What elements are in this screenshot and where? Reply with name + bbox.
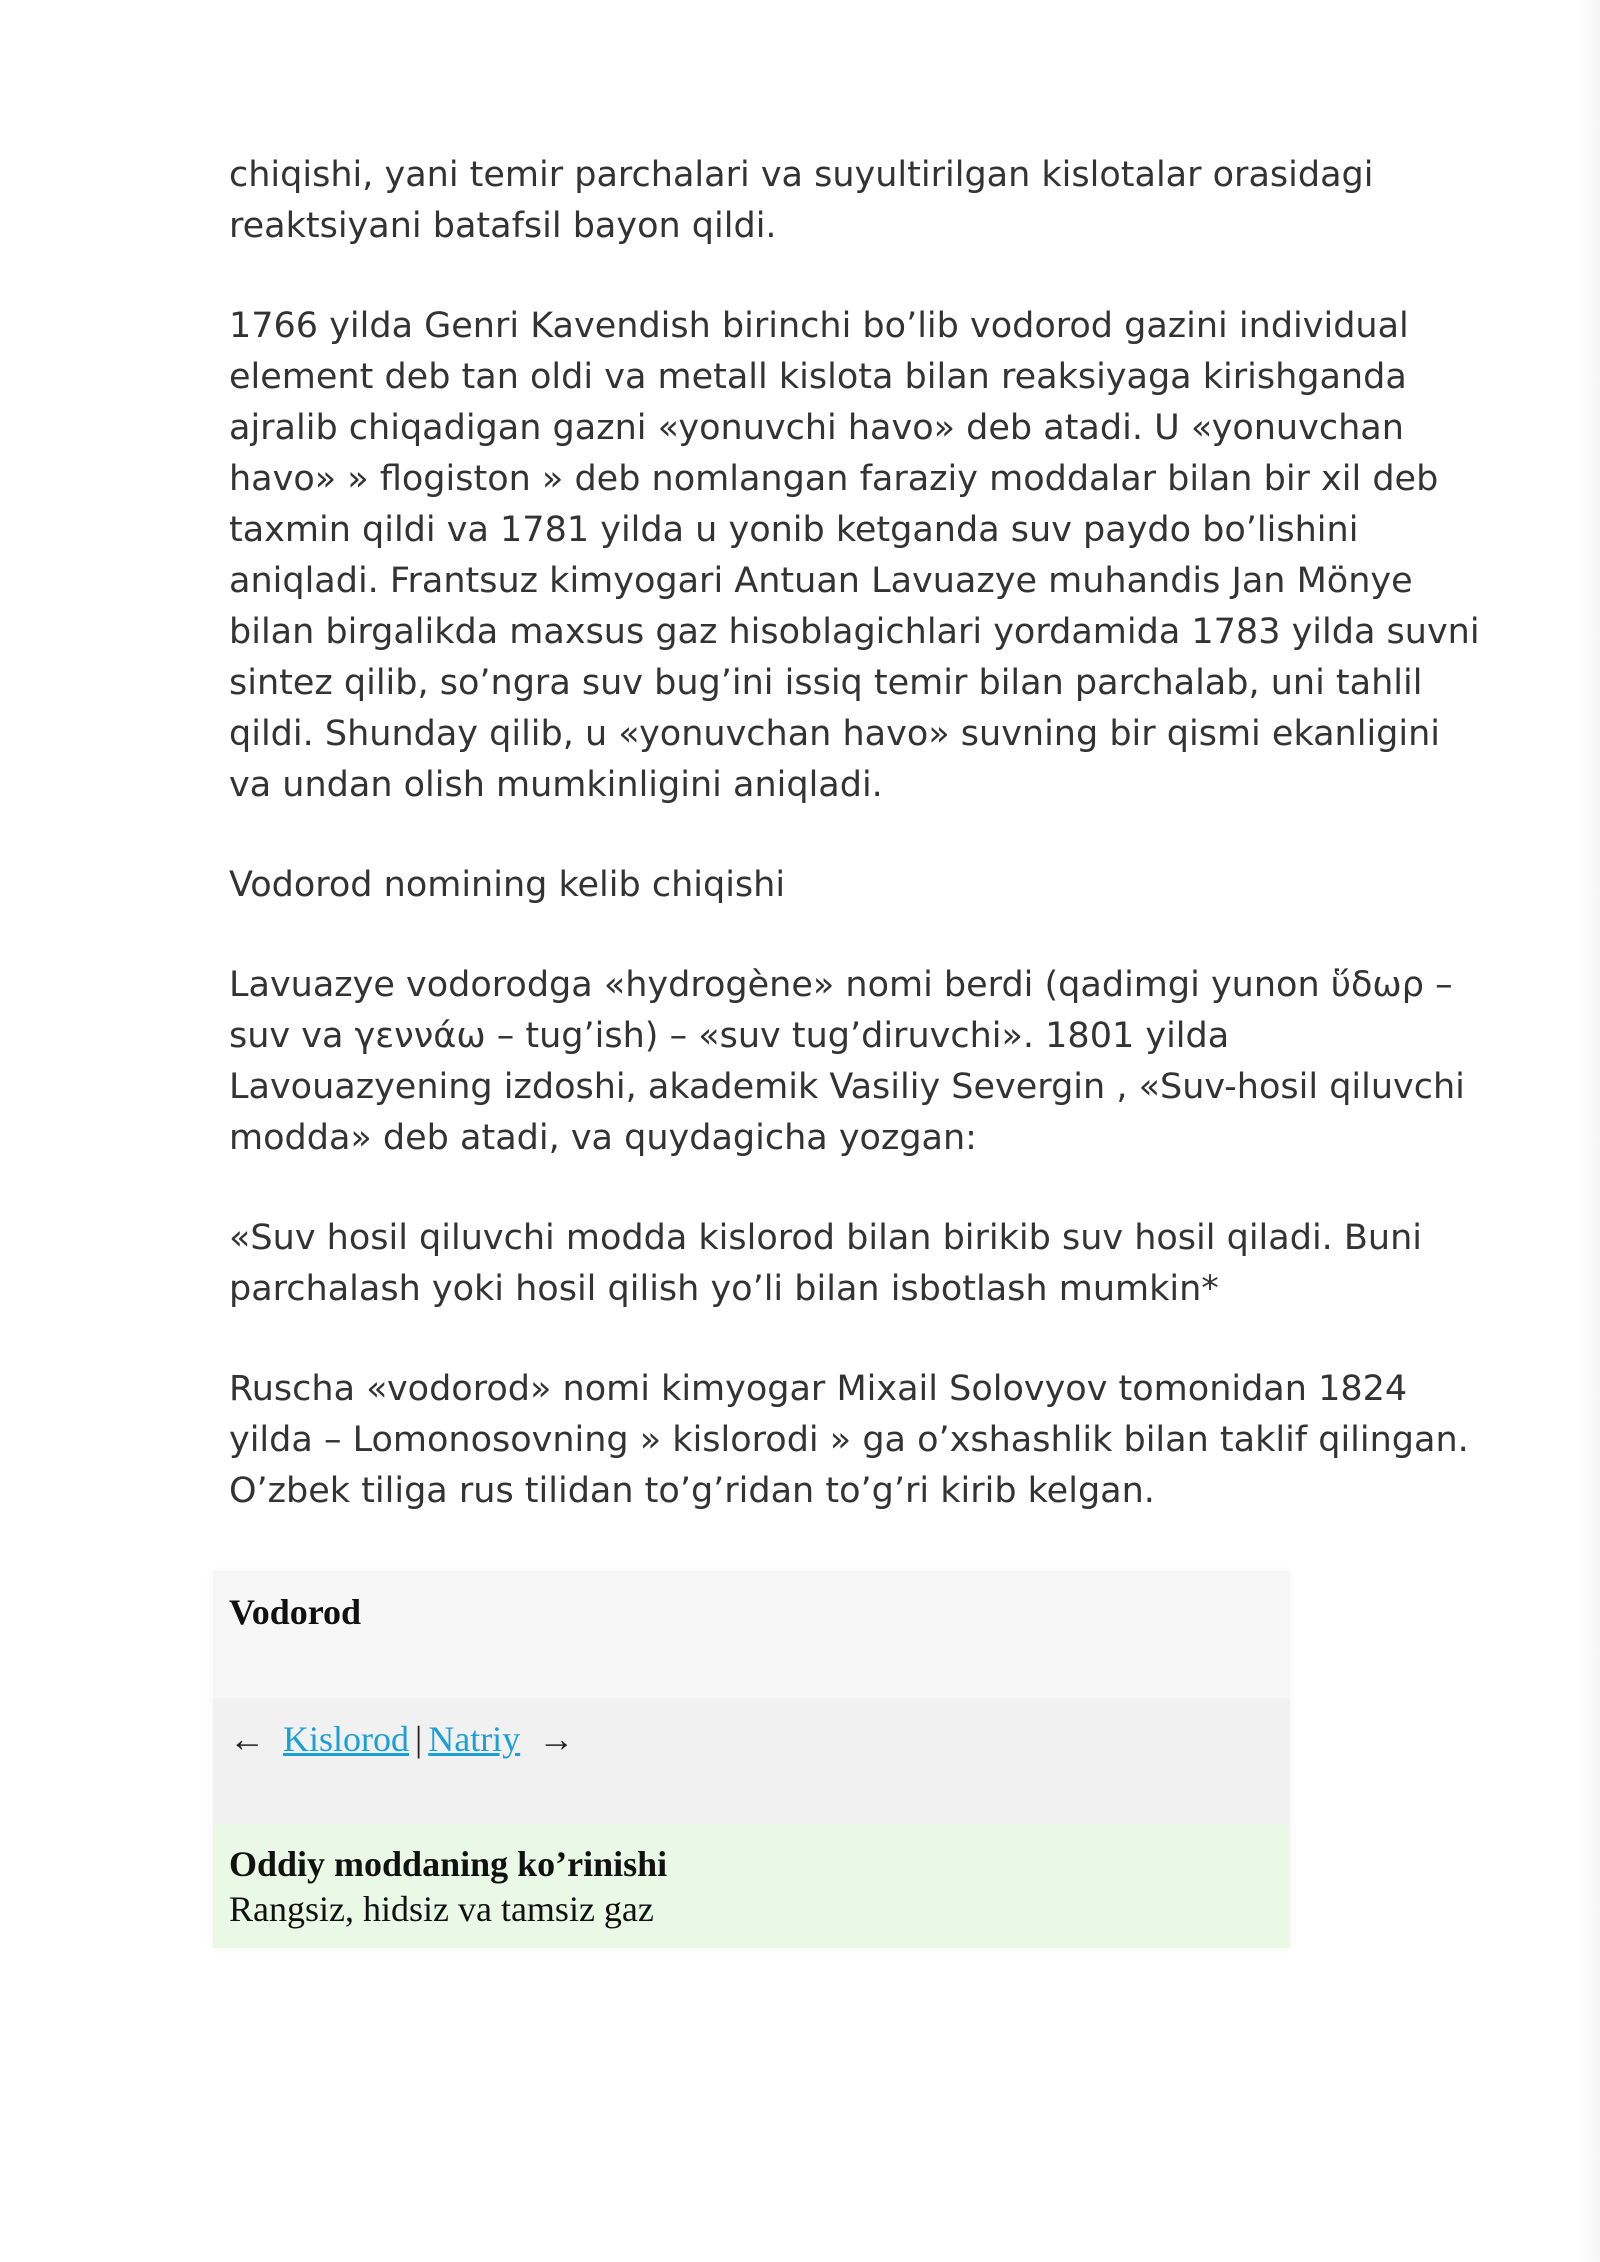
appearance-label: Oddiy moddaning ko’rinishi — [229, 1844, 668, 1884]
nav-separator: | — [415, 1719, 423, 1759]
element-infobox — [213, 1571, 1290, 1948]
paragraph-quote: «Suv hosil qiluvchi modda kislorod bilan birikib suv hosil qiladi. Buni parchalash yoki hosil qilish yo’li bilan isbotlash mumkin* — [229, 1218, 1423, 1309]
infobox-title: Vodorod — [213, 1571, 1290, 1698]
appearance-value: Rangsiz, hidsiz va tamsiz gaz — [229, 1889, 654, 1929]
next-element-link[interactable]: Natriy — [428, 1719, 521, 1759]
paragraph-intro-continuation: chiqishi, yani temir parchalari va suyultirilgan kislotalar orasidagi reaktsiyani batafsil bayon qildi. — [229, 155, 1374, 246]
infobox-appearance-row — [213, 1824, 1290, 1948]
paragraph-cavendish-history: 1766 yilda Genri Kavendish birinchi bo’lib vodorod gazini individual element deb tan oldi va metall kislota bilan reaksiyaga kirishganda ajralib chiqadigan gazni «yonuvchi havo» deb atadi. U «yonuvchan havo» » flogiston » deb nomlangan faraziy moddalar bilan bir xil deb taxmin qildi va 1781 yilda u yonib ketganda suv paydo bo’lishini aniqladi. Frantsuz kimyogari Antuan Lavuazye muhandis Jan Mönye bilan birgalikda maxsus gaz hisoblagichlari yordamida 1783 yilda suvni sintez qilib, so’ngra suv bug’ini issiq temir bilan parchalab, uni tahlil qildi. Shunday qilib, u «yonuvchan havo» suvning bir qismi ekanligini va undan olish mumkinligini aniqladi. — [229, 306, 1480, 805]
infobox-navigation — [213, 1698, 1290, 1824]
left-arrow-icon: ← — [229, 1719, 265, 1759]
page-edge-shadow — [1578, 0, 1600, 2262]
section-heading-name-origin: Vodorod nomining kelib chiqishi — [229, 865, 786, 905]
article-body — [229, 150, 1489, 1566]
paragraph-russian-name: Ruscha «vodorod» nomi kimyogar Mixail Solovyov tomonidan 1824 yilda – Lomonosovning » kislorodi » ga o’xshashlik bilan taklif qilingan. O’zbek tiliga rus tilidan to’g’ridan to’g’ri kirib kelgan. — [229, 1369, 1469, 1511]
right-arrow-icon: → — [538, 1719, 575, 1759]
prev-element-link[interactable]: Kislorod — [283, 1719, 409, 1759]
paragraph-lavoisier-naming: Lavuazye vodorodga «hydrogène» nomi berdi (qadimgi yunon ὕδωρ – suv va γεννάω – tug’ish) – «suv tug’diruvchi». 1801 yilda Lavouazyening izdoshi, akademik Vasiliy Severgin , «Suv-hosil qiluvchi modda» deb atadi, va quydagicha yozgan: — [229, 965, 1465, 1158]
